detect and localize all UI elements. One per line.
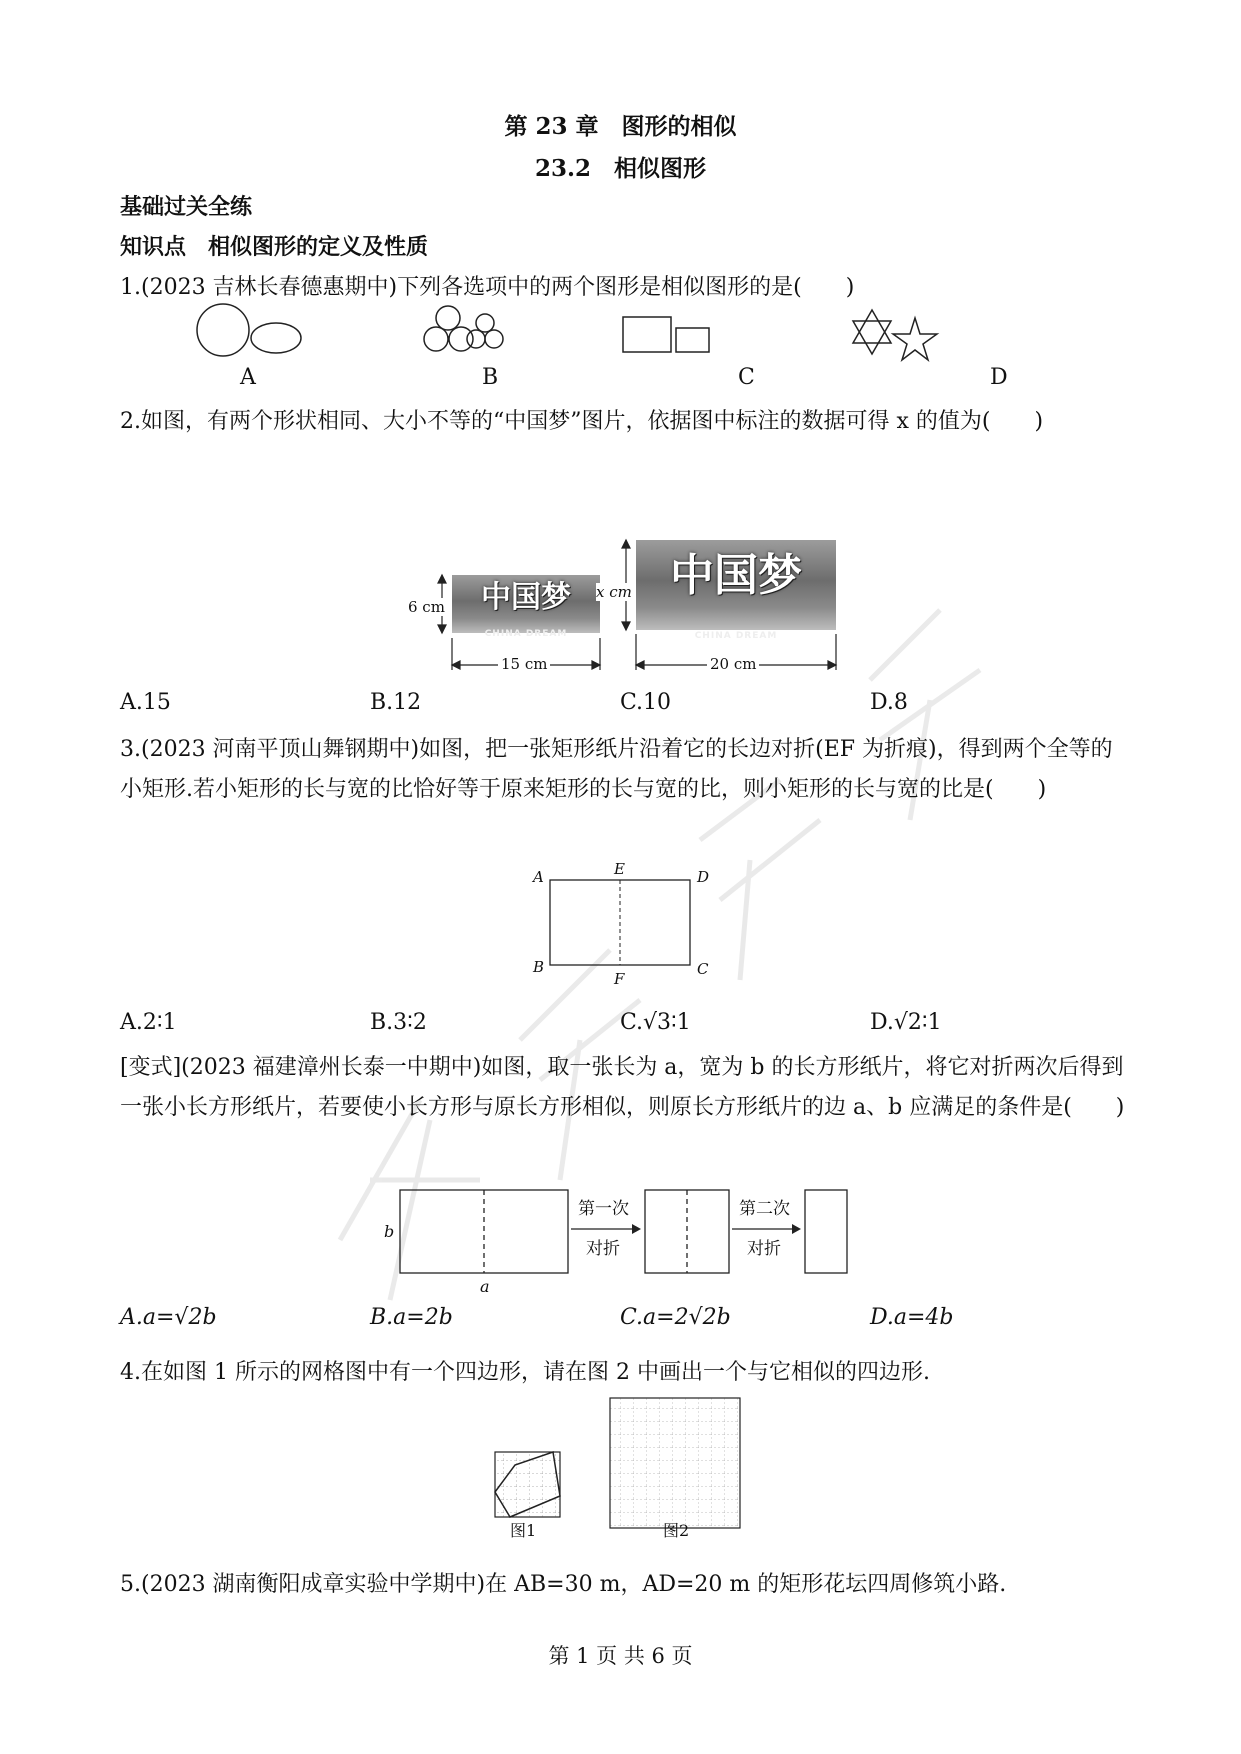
q1-label-b: B [482,365,499,390]
q1-label-c: C [738,365,755,390]
photo-title-large: 中国梦 [670,550,802,601]
step1-line2: 对折 [586,1239,620,1259]
point-f: F [614,970,625,988]
q2-option-d: D.8 [870,690,908,715]
step2-line2: 对折 [747,1239,781,1259]
group-title: 基础过关全练 [120,194,253,220]
q2-dimension-lines [400,530,860,680]
q4-stem: 4.在如图 1 所示的网格图中有一个四边形，请在图 2 中画出一个与它相似的四边形. [120,1360,930,1385]
q2-stem: 2.如图，有两个形状相同、大小不等的“中国梦”图片，依据图中标注的数据可得 x 的值为( ) [120,409,1044,434]
q3-rectangle-figure [535,860,715,980]
photo-subtitle-small: CHINA DREAM [484,629,568,639]
q2-option-c: C.10 [620,690,672,715]
fig1-label: 图1 [510,1521,537,1540]
dim-right-height: x cm [596,583,632,601]
photo-title-small: 中国梦 [481,580,571,615]
point-b: B [533,958,545,976]
point-d: D [697,868,710,886]
variant-option-d: D.a=4b [870,1305,954,1330]
variant-option-a: A.a=√2b [120,1305,217,1330]
q3-option-b: B.3∶2 [370,1010,427,1035]
q1-label-a: A [240,365,256,390]
variant-stem: [变式](2023 福建漳州长泰一中期中)如图，取一张长为 a，宽为 b 的长方形纸片，将它对折两次后得到一张小长方形纸片，若要使小长方形与原长方形相似，则原长方形纸片的边 a、b 应满足的条件是( ) [120,1055,1125,1120]
photo-subtitle-large: CHINA DREAM [694,631,778,641]
q2-option-a: A.15 [120,690,171,715]
step1-line1: 第一次 [578,1199,629,1219]
point-a: A [533,868,544,886]
point-e: E [614,860,625,878]
dim-right-width: 20 cm [707,655,759,673]
q3-option-d: D.√2∶1 [870,1010,942,1035]
q3-option-c: C.√3∶1 [620,1010,691,1035]
section-title: 23.2 相似图形 [534,155,707,182]
fig2-label: 图2 [663,1521,690,1540]
q1-stem: 1.(2023 吉林长春德惠期中)下列各选项中的两个图形是相似图形的是( ) [120,275,855,300]
variant-option-c: C.a=2√2b [620,1305,731,1330]
q1-label-d: D [990,365,1008,390]
q1-figures [180,302,1060,362]
dim-left-width: 15 cm [498,655,550,673]
chapter-title: 第 23 章 图形的相似 [504,113,737,140]
side-a-label: a [480,1277,490,1296]
q3-option-a: A.2∶1 [120,1010,177,1035]
q3-stem: 3.(2023 河南平顶山舞钢期中)如图，把一张矩形纸片沿着它的长边对折(EF 为折痕)，得到两个全等的小矩形.若小矩形的长与宽的比恰好等于原来矩形的长与宽的比，则小矩形的长与宽的比是( ) [120,737,1113,802]
knowledge-point: 知识点 相似图形的定义及性质 [120,234,429,260]
q5-stem: 5.(2023 湖南衡阳成章实验中学期中)在 AB=30 m，AD=20 m 的矩形花坛四周修筑小路. [120,1572,1007,1597]
q2-option-b: B.12 [370,690,422,715]
side-b-label: b [384,1222,395,1241]
variant-option-b: B.a=2b [370,1305,453,1330]
point-c: C [697,960,709,978]
page-footer: 第 1 页 共 6 页 [548,1644,693,1668]
step2-line1: 第二次 [739,1199,790,1219]
folding-diagram [395,1180,865,1285]
dim-left-height: 6 cm [408,598,445,616]
